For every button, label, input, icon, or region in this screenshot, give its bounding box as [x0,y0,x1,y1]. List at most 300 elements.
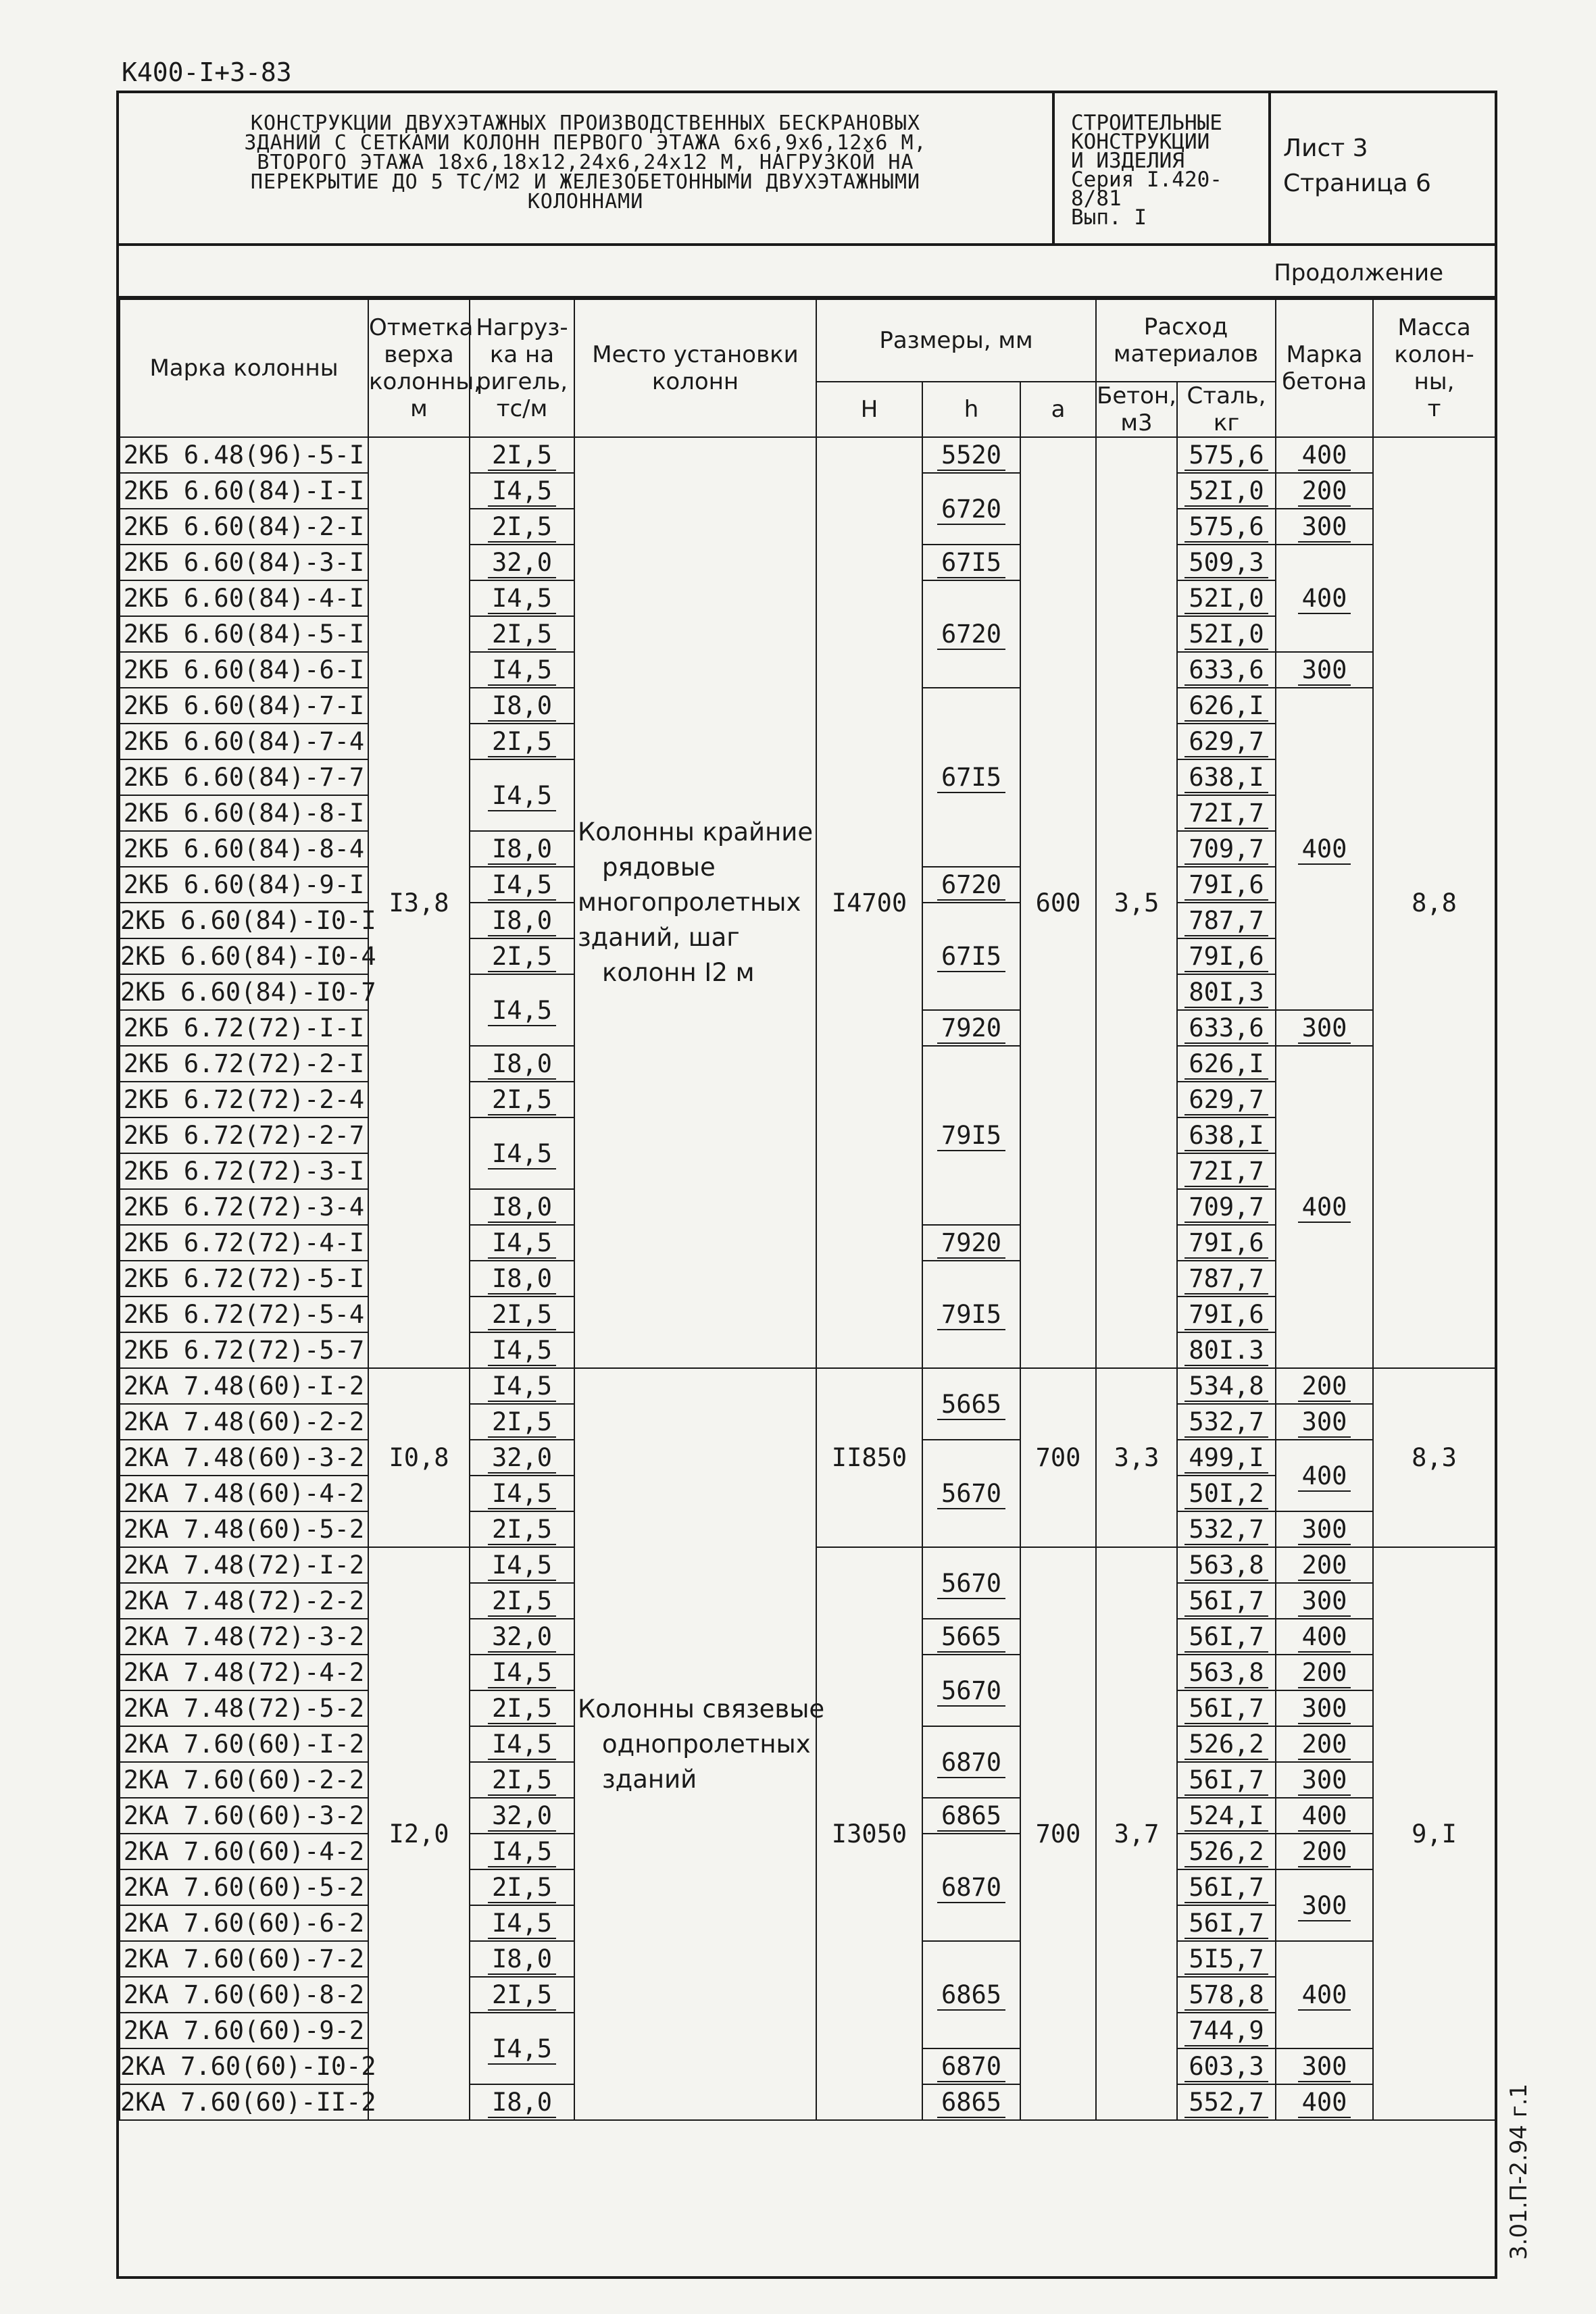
load-cell [470,1834,574,1869]
mark-cell: 2КБ 6.72(72)-5-7 [120,1332,368,1368]
steel-cell [1177,1046,1276,1082]
continuation-row [119,246,1495,299]
load-cell [470,545,574,580]
steel-cell-value: 534,8 [1184,1372,1268,1402]
title-line: ЗДАНИЙ С СЕТКАМИ КОЛОНН ПЕРВОГО ЭТАЖА 6х6,9х6,12х6 М, [244,131,927,155]
grade-cell [1276,1440,1373,1511]
load-cell [470,1261,574,1297]
title-line: КОНСТРУКЦИИ ДВУХЭТАЖНЫХ ПРОИЗВОДСТВЕННЫХ БЕСКРАНОВЫХ [250,111,921,135]
steel-cell [1177,1153,1276,1189]
steel-cell-value: 56I,7 [1184,1694,1268,1724]
load-cell-value: I8,0 [488,906,556,936]
load-cell [470,903,574,938]
mark-cell: 2КА 7.48(72)-I-2 [120,1547,368,1583]
steel-cell-value: 5I5,7 [1184,1944,1268,1975]
load-cell-value: I4,5 [488,870,556,901]
load-cell-value: 2I,5 [488,1515,556,1545]
series-line: Серия I.420-8/81 [1071,168,1222,211]
h-cell [922,2084,1020,2120]
load-cell [470,1368,574,1404]
columns-table [119,299,1496,2121]
steel-cell-value: 79I,6 [1184,1228,1268,1259]
steel-cell [1177,509,1276,545]
load-cell [470,1332,574,1368]
mark-cell: 2КБ 6.60(84)-4-I [120,580,368,616]
load-cell-value: I4,5 [488,1336,556,1366]
elevation-cell: I3,8 [368,437,470,1368]
steel-cell [1177,1619,1276,1655]
mark-cell: 2КА 7.48(72)-3-2 [120,1619,368,1655]
load-cell-value: 2I,5 [488,1407,556,1438]
table-row [120,1368,1495,1404]
header-a: а [1020,382,1096,437]
steel-cell-value: 638,I [1184,1121,1268,1151]
mark-cell: 2КБ 6.72(72)-5-I [120,1261,368,1297]
grade-cell-value: 200 [1298,476,1351,507]
h-cell [922,1046,1020,1225]
steel-cell [1177,1189,1276,1225]
mark-cell: 2КБ 6.72(72)-5-4 [120,1297,368,1332]
mark-cell: 2КА 7.48(60)-3-2 [120,1440,368,1476]
mark-cell: 2КБ 6.60(84)-I0-7 [120,974,368,1010]
load-cell [470,1977,574,2013]
load-cell [470,580,574,616]
grade-cell [1276,1368,1373,1404]
mark-cell: 2КА 7.60(60)-6-2 [120,1905,368,1941]
load-cell [470,1941,574,1977]
steel-cell-value: 79I,6 [1184,870,1268,901]
load-cell-value: I4,5 [488,1228,556,1259]
table-body [120,437,1495,2120]
steel-cell-value: 633,6 [1184,1013,1268,1044]
steel-cell-value: 629,7 [1184,1085,1268,1115]
h-cell-value: 6720 [937,870,1005,901]
header-mark: Марка колонны [120,299,368,437]
load-cell-value: I8,0 [488,834,556,865]
h-cell [922,580,1020,688]
place-cell [574,437,816,1368]
steel-cell [1177,1225,1276,1261]
load-cell-value: I8,0 [488,1192,556,1223]
steel-cell-value: 626,I [1184,1049,1268,1080]
load-cell-value: I4,5 [488,781,556,811]
h-cell [922,1619,1020,1655]
grade-cell-value: 300 [1298,1407,1351,1438]
grade-cell [1276,1511,1373,1547]
load-cell-value: 32,0 [488,1801,556,1832]
grade-cell-value: 200 [1298,1658,1351,1688]
steel-cell-value: 787,7 [1184,1264,1268,1294]
place-line: Колонны связевые [578,1694,825,1724]
load-cell [470,1225,574,1261]
header-mass [1373,299,1495,437]
h-cell-value: 5665 [937,1390,1005,1420]
load-cell [470,1189,574,1225]
steel-cell-value: 524,I [1184,1801,1268,1832]
h-cell [922,688,1020,867]
h-cell-value: 6870 [937,2052,1005,2082]
title-sheet [1274,93,1495,243]
steel-cell [1177,2048,1276,2084]
series-line: СТРОИТЕЛЬНЫЕ [1071,111,1222,135]
grade-cell-value: 400 [1298,441,1351,471]
header-line: колонн [651,368,739,395]
title-line: ПЕРЕКРЫТИЕ ДО 5 ТС/М2 И ЖЕЛЕЗОБЕТОННЫМИ ДВУХЭТАЖНЫМИ [250,170,921,194]
load-cell [470,509,574,545]
concrete-cell: 3,3 [1096,1368,1177,1547]
h-cell-value: 67I5 [937,548,1005,578]
load-cell [470,1117,574,1189]
load-cell-value: I8,0 [488,1049,556,1080]
grade-cell-value: 300 [1298,1515,1351,1545]
place-line: зданий [602,1764,697,1794]
header-line: материалов [1113,341,1259,368]
mark-cell: 2КА 7.60(60)-2-2 [120,1762,368,1798]
steel-cell [1177,1977,1276,2013]
header-line: ка на [489,341,555,368]
page-number: Страница 6 [1283,170,1431,197]
steel-cell [1177,1476,1276,1511]
mark-cell: 2КБ 6.72(72)-I-I [120,1010,368,1046]
grade-cell [1276,1010,1373,1046]
steel-cell-value: 56I,7 [1184,1765,1268,1796]
load-cell [470,1547,574,1583]
steel-cell [1177,831,1276,867]
header-grade [1276,299,1373,437]
grade-cell-value: 400 [1298,1461,1351,1492]
title-line: ВТОРОГО ЭТАЖА 18х6,18х12,24х6,24х12 М, НАГРУЗКОЙ НА [257,151,914,174]
load-cell-value: 2I,5 [488,512,556,543]
place-line: зданий, шаг [578,923,740,952]
steel-cell [1177,1690,1276,1726]
load-cell [470,974,574,1046]
steel-cell-value: 56I,7 [1184,1909,1268,1939]
h-cell-value: 5520 [937,441,1005,471]
load-cell-value: 2I,5 [488,1694,556,1724]
steel-cell [1177,1798,1276,1834]
header-line: ны, [1414,368,1455,395]
mark-cell: 2КБ 6.72(72)-4-I [120,1225,368,1261]
h-cell [922,1261,1020,1368]
series-line: КОНСТРУКЦИИ [1071,130,1210,154]
load-cell-value: I4,5 [488,1372,556,1402]
steel-cell-value: 744,9 [1184,2016,1268,2046]
mark-cell: 2КБ 6.60(84)-7-4 [120,724,368,759]
header-line: ригель, [476,368,568,395]
steel-cell [1177,724,1276,759]
mark-cell: 2КА 7.48(60)-5-2 [120,1511,368,1547]
title-main [119,93,1055,243]
load-cell-value: I4,5 [488,1551,556,1581]
load-cell [470,1798,574,1834]
steel-cell [1177,938,1276,974]
header-place [574,299,816,437]
steel-cell [1177,1297,1276,1332]
mark-cell: 2КБ 6.60(84)-I0-4 [120,938,368,974]
load-cell [470,938,574,974]
steel-cell-value: 626,I [1184,691,1268,722]
load-cell-value: 2I,5 [488,1300,556,1330]
place-line: колонн I2 м [602,958,755,987]
steel-cell [1177,1941,1276,1977]
header-line: Бетон, [1097,382,1176,409]
steel-cell [1177,1404,1276,1440]
load-cell [470,1297,574,1332]
mark-cell: 2КБ 6.72(72)-3-4 [120,1189,368,1225]
grade-cell-value: 300 [1298,1586,1351,1617]
h-cell [922,867,1020,903]
document-code: К400-I+3-83 [122,57,292,87]
steel-cell-value: 578,8 [1184,1980,1268,2011]
steel-cell [1177,1583,1276,1619]
steel-cell-value: 499,I [1184,1443,1268,1474]
a-cell: 600 [1020,437,1096,1368]
mark-cell: 2КА 7.60(60)-5-2 [120,1869,368,1905]
steel-cell-value: 709,7 [1184,834,1268,865]
mark-cell: 2КА 7.60(60)-9-2 [120,2013,368,2048]
load-cell [470,1762,574,1798]
h-cell [922,2048,1020,2084]
steel-cell-value: 56I,7 [1184,1622,1268,1653]
mark-cell: 2КБ 6.60(84)-9-I [120,867,368,903]
load-cell-value: 2I,5 [488,1085,556,1115]
load-cell [470,437,574,473]
steel-cell-value: 532,7 [1184,1515,1268,1545]
load-cell [470,473,574,509]
h-cell [922,1834,1020,1941]
header-line: Марка [1286,341,1363,368]
mark-cell: 2КА 7.60(60)-8-2 [120,1977,368,2013]
mark-cell: 2КА 7.48(60)-2-2 [120,1404,368,1440]
load-cell-value: 2I,5 [488,1873,556,1903]
load-cell [470,1476,574,1511]
load-cell-value: 2I,5 [488,1765,556,1796]
steel-cell [1177,1834,1276,1869]
side-stamp: 3.01.П-2.94 г.1 [1505,2083,1532,2260]
grade-cell [1276,1690,1373,1726]
grade-cell-value: 300 [1298,1765,1351,1796]
grade-cell [1276,1762,1373,1798]
header-line: м3 [1120,409,1153,436]
header-line: колон- [1394,341,1474,368]
steel-cell [1177,1869,1276,1905]
steel-cell [1177,688,1276,724]
grade-cell [1276,1619,1373,1655]
load-cell-value: 2I,5 [488,620,556,650]
header-line: Место установки [592,341,799,368]
grade-cell-value: 400 [1298,2088,1351,2118]
h-cell-value: 67I5 [937,942,1005,972]
h-cell-value: 6865 [937,1980,1005,2011]
mark-cell: 2КБ 6.72(72)-2-4 [120,1082,368,1117]
concrete-cell: 3,7 [1096,1547,1177,2120]
grade-cell-value: 400 [1298,834,1351,865]
h-cell-value: 5670 [937,1676,1005,1707]
header-line: бетона [1282,368,1367,395]
h-cell [922,1726,1020,1798]
header-line: Сталь, [1187,382,1266,409]
load-cell-value: I4,5 [488,1658,556,1688]
mark-cell: 2КА 7.48(72)-4-2 [120,1655,368,1690]
series-line: И ИЗДЕЛИЯ [1071,149,1184,173]
H-cell: I4700 [816,437,922,1368]
steel-cell [1177,2084,1276,2120]
mass-cell: 9,I [1373,1547,1495,2120]
h-cell [922,473,1020,545]
load-cell [470,1440,574,1476]
mark-cell: 2КБ 6.60(84)-5-I [120,616,368,652]
load-cell-value: I4,5 [488,584,556,614]
steel-cell-value: 787,7 [1184,906,1268,936]
steel-cell [1177,867,1276,903]
h-cell-value: 67I5 [937,763,1005,793]
header-steel [1177,382,1276,437]
load-cell-value: I4,5 [488,1837,556,1867]
grade-cell-value: 400 [1298,1980,1351,2011]
header-h: h [922,382,1020,437]
h-cell [922,1798,1020,1834]
header-top-elevation [368,299,481,437]
load-cell [470,1619,574,1655]
mark-cell: 2КА 7.60(60)-I0-2 [120,2048,368,2084]
h-cell [922,903,1020,1010]
load-cell [470,1905,574,1941]
load-cell [470,1583,574,1619]
steel-cell-value: 526,2 [1184,1730,1268,1760]
grade-cell [1276,1869,1373,1941]
load-cell-value: 2I,5 [488,441,556,471]
header-H: Н [816,382,922,437]
mark-cell: 2КА 7.48(60)-4-2 [120,1476,368,1511]
h-cell [922,545,1020,580]
steel-cell-value: 563,8 [1184,1658,1268,1688]
grade-cell [1276,2084,1373,2120]
H-cell: I3050 [816,1547,922,2120]
grade-cell-value: 300 [1298,512,1351,543]
load-cell-value: I4,5 [488,1139,556,1169]
steel-cell [1177,1547,1276,1583]
h-cell [922,1547,1020,1619]
header-line: верха [384,341,454,368]
steel-cell-value: 79I,6 [1184,942,1268,972]
mark-cell: 2КА 7.60(60)-3-2 [120,1798,368,1834]
steel-cell-value: 52I,0 [1184,584,1268,614]
steel-cell [1177,1655,1276,1690]
steel-cell-value: 629,7 [1184,727,1268,757]
load-cell-value: I4,5 [488,996,556,1026]
steel-cell-value: 603,3 [1184,2052,1268,2082]
steel-cell [1177,1332,1276,1368]
steel-cell-value: 79I,6 [1184,1300,1268,1330]
steel-cell [1177,616,1276,652]
mass-cell: 8,3 [1373,1368,1495,1547]
steel-cell [1177,759,1276,795]
header-line: колонны, [369,368,481,395]
grade-cell [1276,1547,1373,1583]
grade-cell-value: 200 [1298,1372,1351,1402]
load-cell-value: I4,5 [488,2034,556,2065]
h-cell-value: 6870 [937,1873,1005,1903]
steel-cell [1177,1440,1276,1476]
steel-cell-value: 563,8 [1184,1551,1268,1581]
elevation-cell: I0,8 [368,1368,470,1547]
steel-cell [1177,1117,1276,1153]
H-cell: II850 [816,1368,922,1547]
place-line: многопролетных [578,888,801,917]
h-cell-value: 6720 [937,495,1005,525]
h-cell-value: 6865 [937,1801,1005,1832]
h-cell [922,1010,1020,1046]
grade-cell [1276,545,1373,652]
load-cell-value: I8,0 [488,1264,556,1294]
grade-cell-value: 200 [1298,1551,1351,1581]
load-cell [470,616,574,652]
place-cell [574,1368,825,2120]
load-cell [470,1690,574,1726]
grade-cell-value: 400 [1298,1801,1351,1832]
steel-cell [1177,974,1276,1010]
load-cell [470,867,574,903]
steel-cell [1177,473,1276,509]
steel-cell-value: 633,6 [1184,655,1268,686]
steel-cell-value: 72I,7 [1184,1157,1268,1187]
mark-cell: 2КА 7.48(60)-I-2 [120,1368,368,1404]
steel-cell [1177,1905,1276,1941]
header-line: Нагруз- [476,314,568,341]
mark-cell: 2КБ 6.60(84)-2-I [120,509,368,545]
mark-cell: 2КА 7.60(60)-I-2 [120,1726,368,1762]
load-cell [470,2084,574,2120]
load-cell [470,652,574,688]
mass-cell: 8,8 [1373,437,1495,1368]
mark-cell: 2КА 7.48(72)-2-2 [120,1583,368,1619]
steel-cell-value: 526,2 [1184,1837,1268,1867]
steel-cell [1177,580,1276,616]
steel-cell [1177,652,1276,688]
mark-cell: 2КБ 6.60(84)-I-I [120,473,368,509]
h-cell [922,437,1020,473]
mark-cell: 2КА 7.60(60)-II-2 [120,2084,368,2120]
grade-cell [1276,688,1373,1010]
load-cell [470,688,574,724]
grade-cell [1276,1798,1373,1834]
grade-cell-value: 300 [1298,1013,1351,1044]
load-cell-value: I4,5 [488,1730,556,1760]
h-cell [922,1225,1020,1261]
steel-cell-value: 72I,7 [1184,799,1268,829]
steel-cell-value: 532,7 [1184,1407,1268,1438]
h-cell [922,1440,1020,1547]
steel-cell-value: 56I,7 [1184,1873,1268,1903]
grade-cell-value: 400 [1298,1622,1351,1653]
header-load [470,299,574,437]
load-cell [470,1655,574,1690]
steel-cell-value: 575,6 [1184,512,1268,543]
mark-cell: 2КА 7.60(60)-4-2 [120,1834,368,1869]
h-cell-value: 79I5 [937,1300,1005,1330]
load-cell-value: 2I,5 [488,942,556,972]
title-series [1057,93,1271,243]
steel-cell [1177,1368,1276,1404]
header-line: Отметка [369,314,474,341]
load-cell [470,724,574,759]
header-materials [1096,299,1276,382]
header-line: т [1427,395,1441,422]
steel-cell-value: 638,I [1184,763,1268,793]
grade-cell-value: 400 [1298,584,1351,614]
mark-cell: 2КА 7.48(72)-5-2 [120,1690,368,1726]
continuation-label: Продолжение [1274,259,1443,286]
